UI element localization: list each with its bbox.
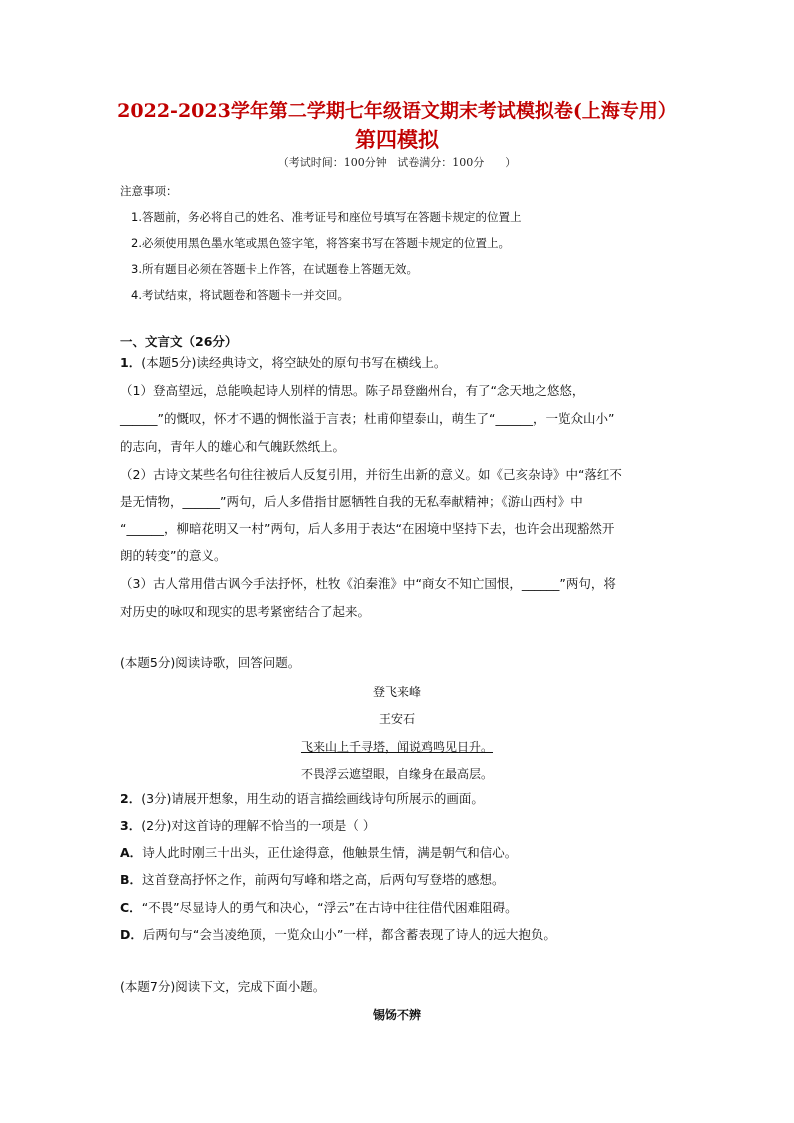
- passage-intro: (本题7分)阅读下文，完成下面小题。: [120, 979, 326, 994]
- poem-author: 王安石: [378, 712, 415, 726]
- question-text: (本题5分)读经典诗文，将空缺处的原句书写在横线上。: [141, 355, 447, 370]
- option-label: C．: [120, 900, 142, 915]
- exam-title: 2022-2023学年第二学期七年级语文期末考试模拟卷(上海专用）: [117, 100, 677, 122]
- option-b: [120, 872, 505, 888]
- question-line: （1）登高望远，总能唤起诗人别样的情思。陈子昂登幽州台，有了“念天地之悠悠，: [120, 383, 585, 398]
- poem-title: 登飞来峰: [372, 685, 421, 699]
- option-c: [120, 900, 518, 916]
- question-line: ______”的慨叹，怀才不遇的惆怅溢于言表；杜甫仰望泰山，萌生了“______，一览众山小”: [120, 411, 615, 426]
- question-line: （2）古诗文某些名句往往被后人反复引用，并衍生出新的意义。如《己亥杂诗》中“落红不: [120, 467, 622, 482]
- option-label: A．: [120, 845, 143, 860]
- question-text: (2分)对这首诗的理解不恰当的一项是（ ）: [141, 818, 376, 833]
- question-line: 对历史的咏叹和现实的思考紧密结合了起来。: [120, 604, 371, 619]
- notice-item: 4.考试结束，将试题卷和答题卡一并交回。: [131, 288, 349, 302]
- question-line: （3）古人常用借古讽今手法抒怀，杜牧《泊秦淮》中“商女不知亡国恨，______”两句，将: [120, 576, 616, 591]
- question-2: [120, 791, 484, 807]
- passage-title: 锡饧不辨: [372, 1008, 421, 1022]
- question-3: [120, 818, 375, 834]
- question-number: 2．: [120, 791, 142, 806]
- question-text: (3分)请展开想象，用生动的语言描绘画线诗句所展示的画面。: [141, 791, 484, 806]
- notice-item: 3.所有题目必须在答题卡上作答，在试题卷上答题无效。: [131, 262, 418, 276]
- question-number: 3．: [120, 818, 142, 833]
- option-label: B．: [120, 872, 143, 887]
- poem-line-2: 不畏浮云遮望眼，自缘身在最高层。: [300, 767, 493, 781]
- option-text: 诗人此时刚三十出头，正仕途得意，他触景生情，满是朝气和信心。: [142, 845, 518, 860]
- question-line: 的志向，青年人的雄心和气魄跃然纸上。: [120, 439, 346, 454]
- exam-info: （考试时间：100分钟 试卷满分：100分 ）: [277, 156, 517, 169]
- exam-subtitle: 第四模拟: [355, 127, 439, 152]
- option-text: 这首登高抒怀之作，前两句写峰和塔之高，后两句写登塔的感想。: [142, 872, 505, 887]
- poem-line-1: 飞来山上千寻塔，闻说鸡鸣见日升。: [300, 740, 493, 754]
- poem-line-underlined: [0, 738, 794, 755]
- section-heading: 一、文言文（26分）: [120, 334, 238, 349]
- notice-heading: 注意事项：: [120, 184, 178, 198]
- option-label: D．: [120, 927, 143, 942]
- question-line: 朗的转变”的意义。: [120, 548, 227, 563]
- option-d: [120, 927, 556, 943]
- poem-intro: (本题5分)阅读诗歌，回答问题。: [120, 655, 301, 670]
- option-text: 后两句与“会当凌绝顶，一览众山小”一样，都含蓄表现了诗人的远大抱负。: [142, 927, 556, 942]
- question-line: 是无情物，______”两句，后人多借指甘愿牺牲自我的无私奉献精神；《游山西村》中: [120, 494, 583, 509]
- question-number: 1．: [120, 355, 142, 370]
- question-1: [120, 355, 446, 371]
- notice-item: 1.答题前，务必将自己的姓名、准考证号和座位号填写在答题卡规定的位置上: [131, 210, 522, 224]
- question-line: “______，柳暗花明又一村”两句，后人多用于表达“在困境中坚持下去，也许会出现豁然开: [120, 521, 615, 536]
- notice-item: 2.必须使用黑色墨水笔或黑色签字笔，将答案书写在答题卡规定的位置上。: [131, 236, 510, 250]
- option-a: [120, 845, 517, 861]
- option-text: “不畏”尽显诗人的勇气和决心，“浮云”在古诗中往往借代困难阻碍。: [141, 900, 518, 915]
